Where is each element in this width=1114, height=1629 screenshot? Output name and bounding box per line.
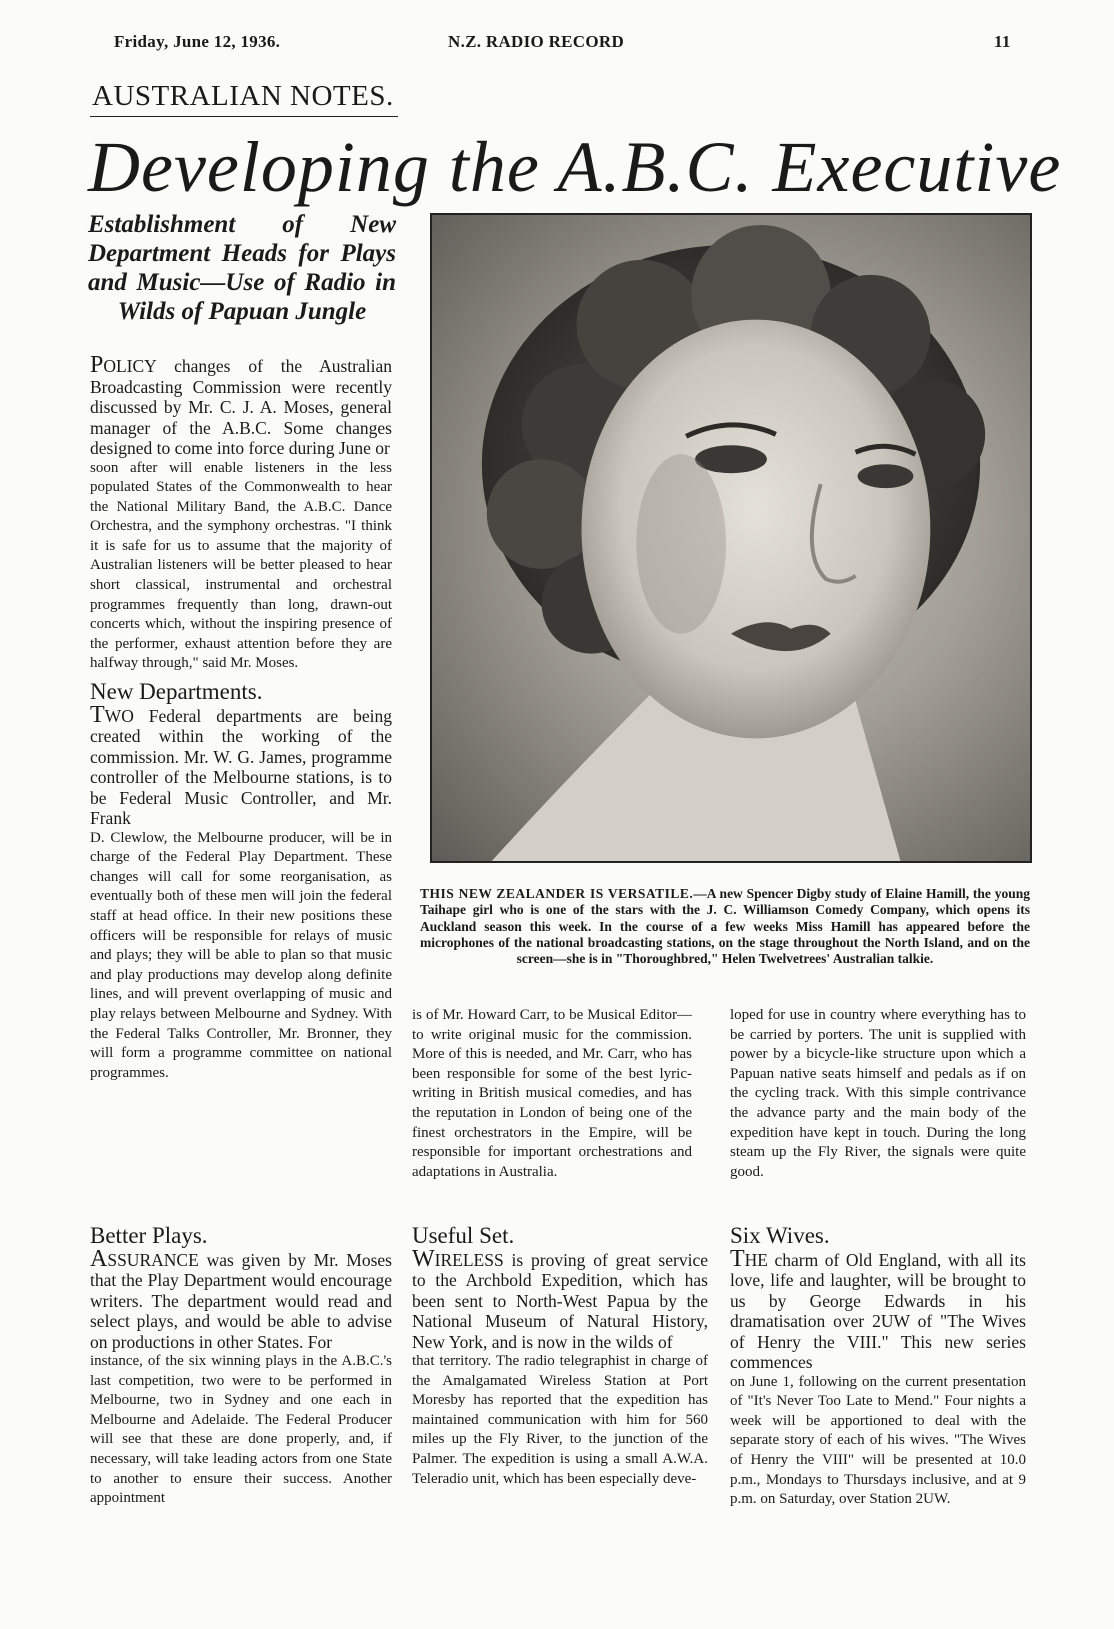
new-departments-lead: TWO Federal departments are being created within the working of the commission. Mr. W. G. James, programme controller of the Melbourne stations, is to be Federal Music Controller, and Mr. Frank — [90, 701, 392, 829]
drop-cap: A — [90, 1245, 108, 1272]
portrait-illustration — [432, 215, 1030, 861]
useful-set-section — [412, 1223, 708, 1489]
section-heading-six-wives: Six Wives. — [730, 1223, 830, 1248]
photo-caption — [420, 886, 1030, 967]
portrait-photo — [430, 213, 1032, 863]
better-plays-section — [90, 1223, 392, 1509]
page-date: Friday, June 12, 1936. — [114, 32, 281, 51]
useful-set-body: that territory. The radio telegraphist in charge of the Amalgamated Wireless Station at Port Moresby has reported that the expedition has maintained communication with him for 560 miles up the Fly River, to the junction of the Palmer. The expedition is using a small A.W.A. Teleradio unit, which has been especially deve- — [412, 1353, 708, 1487]
middle-column-continued — [412, 1006, 692, 1182]
better-plays-lead: ASSURANCE was given by Mr. Moses that the Play Department would encourage writers. The department would read and select plays, and would be able to advise on productions in other States. For — [90, 1245, 392, 1352]
publication-name: N.Z. RADIO RECORD — [448, 32, 625, 51]
article-title: Developing the A.B.C. Executive — [88, 127, 1062, 207]
right-column-continued — [730, 1006, 1026, 1182]
drop-cap: T — [730, 1245, 745, 1272]
section-heading-better-plays: Better Plays. — [90, 1223, 208, 1248]
better-plays-body: instance, of the six winning plays in the A.B.C.'s last competition, two were to be performed in Melbourne, two in Sydney and one each in Melbourne and Adelaide. The Federal Producer will see that these are done properly, and, if necessary, will take leading actors from one State to another to ensure their success. Another appointment — [90, 1353, 392, 1507]
six-wives-body: on June 1, following on the current presentation of "It's Never Too Late to Mend." Four nights a week will be apportioned to deal with the separate story of each of his wives. "The Wives of Henry the VIII" will be presented at 10.0 p.m., Mondays to Thursdays inclusive, and at 9 p.m. on Saturday, over Station 2UW. — [730, 1373, 1026, 1508]
drop-cap: T — [90, 701, 105, 728]
page-number: 11 — [994, 32, 1011, 51]
section-heading-new-departments: New Departments. — [90, 679, 263, 705]
six-wives-lead: THE charm of Old England, with all its love, life and laughter, will be brought to us by George Edwards in his dramatisation over 2UW of "The Wives of Henry the VIII." This new series commences — [730, 1245, 1026, 1373]
section-kicker: AUSTRALIAN NOTES. — [92, 80, 394, 112]
section-heading-useful-set: Useful Set. — [412, 1223, 515, 1248]
drop-cap: P — [90, 352, 104, 378]
drop-cap: W — [412, 1245, 435, 1272]
caption-lead: THIS NEW ZEALANDER IS VERSATILE. — [420, 886, 694, 901]
kicker-rule — [90, 116, 398, 117]
caption-body: —A new Spencer Digby study of Elaine Hamill, the young Taihape girl who is one of the stars with the J. C. Williamson Comedy Company, which opens its Auckland season this week. In the course of a few weeks Miss Hamill has appeared before the microphones of the national broadcasting stations, on the stage throughout the North Island, and on the screen—she is in "Thoroughbred," Helen Twelvetrees' Australian talkie. — [420, 886, 1030, 967]
continued-paragraph-mid: is of Mr. Howard Carr, to be Musical Editor—to write original music for the commission. More of this is needed, and Mr. Carr, who has been responsible for some of the best lyric-writing in British musical comedies, and has the reputation in London of being one of the finest orchestrators in the Empire, will be responsible for important orchestrations and adaptations in Australia. — [412, 1007, 692, 1180]
intro-lead-paragraph: POLICY changes of the Australian Broadcasting Commission were recently discussed by Mr. C. J. A. Moses, general manager of the A.B.C. Some changes designed to come into force during June or — [90, 352, 392, 458]
new-departments-body: D. Clewlow, the Melbourne producer, will be in charge of the Federal Play Department. These changes will call for some reorganisation, as eventually both of these men will join the federal staff at head office. In their new positions these officers will be responsible for relays of music and plays; they will be able to plan so that music and play productions may develop along definite lines, and will prevent overlapping of music and play relays between Melbourne and Sydney. With the Federal Talks Controller, Mr. Bronner, they will form a programme committee on national programmes. — [90, 829, 392, 1081]
article-subhead: Establishment of New Department Heads for Plays and Music—Use of Radio in Wilds of Papuan Jungle — [88, 211, 396, 325]
continued-paragraph-right: loped for use in country where everything has to be carried by porters. The unit is supplied with power by a bicycle-like structure upon which a Papuan native seats himself and pedals as if on the cycling track. With this simple contrivance the advance party and the main body of the expedition have kept in touch. During the long steam up the Fly River, the signals were quite good. — [730, 1007, 1026, 1180]
intro-body: soon after will enable listeners in the less populated States of the Commonwealth to hear the National Military Band, the A.B.C. Dance Orchestra, and the symphony orchestras. "I think it is safe for us to assume that the majority of Australian listeners will be better pleased to hear short classical, instrumental and orchestral programmes frequently than long, drawn-out concerts which, without the inspiring presence of the performer, exhaust attention before they are halfway through," said Mr. Moses. — [90, 459, 392, 672]
six-wives-section — [730, 1223, 1026, 1510]
left-column-top — [90, 352, 392, 1083]
useful-set-lead: WIRELESS is proving of great service to the Archbold Expedition, which has been sent to North-West Papua by the National Museum of Natural History, New York, and is now in the wilds of — [412, 1245, 708, 1352]
